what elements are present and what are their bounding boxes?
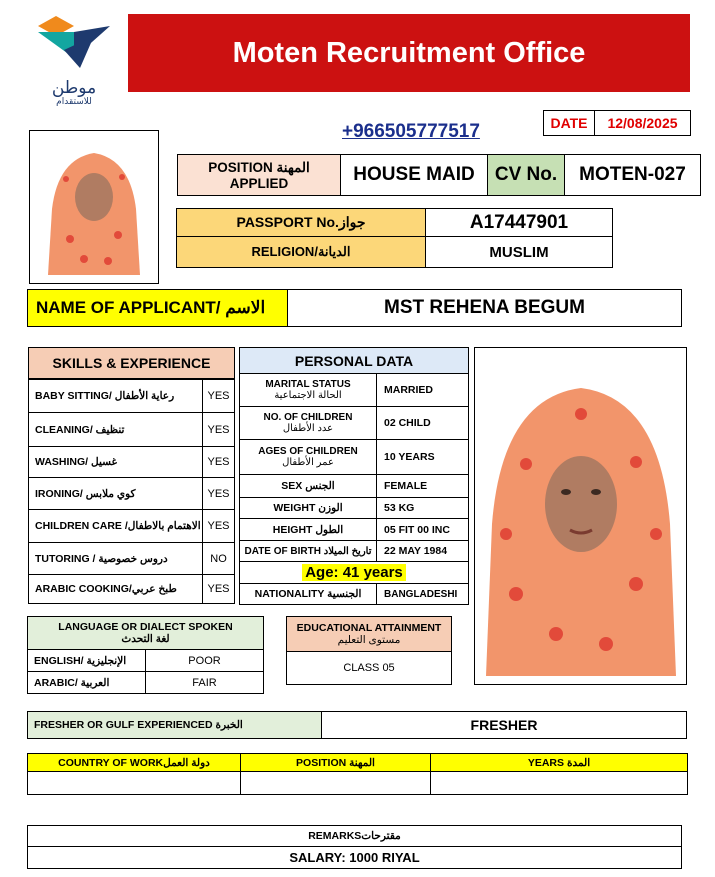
dob-value: 22 MAY 1984 [376,540,469,562]
salary-value: SALARY: 1000 RIYAL [27,846,682,869]
portrait-image-large [486,374,676,676]
language-title-ar: لغة التحدث [121,633,170,645]
page-title: Moten Recruitment Office [232,36,586,69]
position-cell [240,771,431,795]
position-value: HOUSE MAID [340,154,488,196]
education-title [286,616,452,652]
sex-label: SEX الجنس [239,474,377,498]
religion-label: RELIGION/الديانة [176,236,426,268]
age-row [239,561,469,584]
portrait-image [38,139,150,275]
header-banner [128,14,690,92]
weight-label: WEIGHT الوزن [239,497,377,519]
children-label-en: NO. OF CHILDREN [263,412,353,423]
ages-value: 10 YEARS [376,439,469,475]
skill-value: YES [202,379,235,413]
age-value: Age: 41 years [302,564,406,581]
skill-label: ARABIC COOKING/طبخ عربي [28,574,203,604]
years-cell [430,771,688,795]
skill-value: YES [202,446,235,478]
skill-label: CLEANING/ تنظيف [28,412,203,447]
skill-value: YES [202,574,235,604]
skills-title: SKILLS & EXPERIENCE [28,347,235,379]
language-value: POOR [145,649,264,672]
skill-label: IRONING/ كوي ملابس [28,477,203,510]
cv-value: MOTEN-027 [564,154,701,196]
logo-arabic-name: موطن [51,78,97,98]
height-label: HEIGHT الطول [239,518,377,541]
language-label: ENGLISH/ الإنجليزية [27,649,146,672]
skill-label: CHILDREN CARE /الاهتمام بالاطفال [28,509,203,543]
marital-label [239,373,377,407]
company-logo [34,12,114,107]
skill-value: NO [202,542,235,575]
position-label: POSITION المهنة APPLIED [177,154,341,196]
skill-label: TUTORING / دروس خصوصية [28,542,203,575]
date-value: 12/08/2025 [594,110,691,136]
personal-title: PERSONAL DATA [239,347,469,374]
language-title [27,616,264,650]
date-label: DATE [543,110,595,136]
education-title-ar: مستوى التعليم [337,634,401,646]
experience-label: FRESHER OR GULF EXPERIENCED الخبرة [27,711,322,739]
passport-value: A17447901 [425,208,613,237]
ages-label [239,439,377,475]
applicant-photo-small [29,130,159,284]
phone-number[interactable]: +966505777517 [342,121,480,142]
applicant-name: MST REHENA BEGUM [287,289,682,327]
skill-value: YES [202,477,235,510]
marital-label-ar: الحالة الاجتماعية [274,390,342,401]
language-title-en: LANGUAGE OR DIALECT SPOKEN [58,621,233,633]
children-label [239,406,377,440]
ages-label-en: AGES OF CHILDREN [258,446,358,457]
dob-label: DATE OF BIRTH تاريخ الميلاد [239,540,377,562]
children-value: 02 CHILD [376,406,469,440]
applicant-photo-large [474,347,687,685]
language-value: FAIR [145,671,264,694]
skill-label: WASHING/ غسيل [28,446,203,478]
country-header: COUNTRY OF WORKدولة العمل [27,753,241,772]
marital-value: MARRIED [376,373,469,407]
language-label: ARABIC/ العربية [27,671,146,694]
cv-label: CV No. [487,154,565,196]
nationality-label: NATIONALITY الجنسية [239,583,377,605]
weight-value: 53 KG [376,497,469,519]
experience-value: FRESHER [321,711,687,739]
position-header: POSITION المهنة [240,753,431,772]
skill-value: YES [202,509,235,543]
sex-value: FEMALE [376,474,469,498]
skill-value: YES [202,412,235,447]
passport-label: PASSPORT No.جواز [176,208,426,237]
country-cell [27,771,241,795]
years-header: YEARS المدة [430,753,688,772]
religion-value: MUSLIM [425,236,613,268]
applicant-label: NAME OF APPLICANT/ الاسم [27,289,288,327]
skill-label: BABY SITTING/ رعاية الأطفال [28,379,203,413]
nationality-value: BANGLADESHI [376,583,469,605]
remarks-label: REMARKSمقترحات [27,825,682,847]
logo-arabic-sub: للاستقدام [56,97,92,107]
height-value: 05 FIT 00 INC [376,518,469,541]
children-label-ar: عدد الأطفال [282,423,334,434]
ages-label-ar: عمر الأطفال [282,457,334,468]
education-value: CLASS 05 [286,651,452,685]
marital-label-en: MARITAL STATUS [265,379,351,390]
education-title-en: EDUCATIONAL ATTAINMENT [296,622,442,634]
logo-icon [34,12,114,74]
